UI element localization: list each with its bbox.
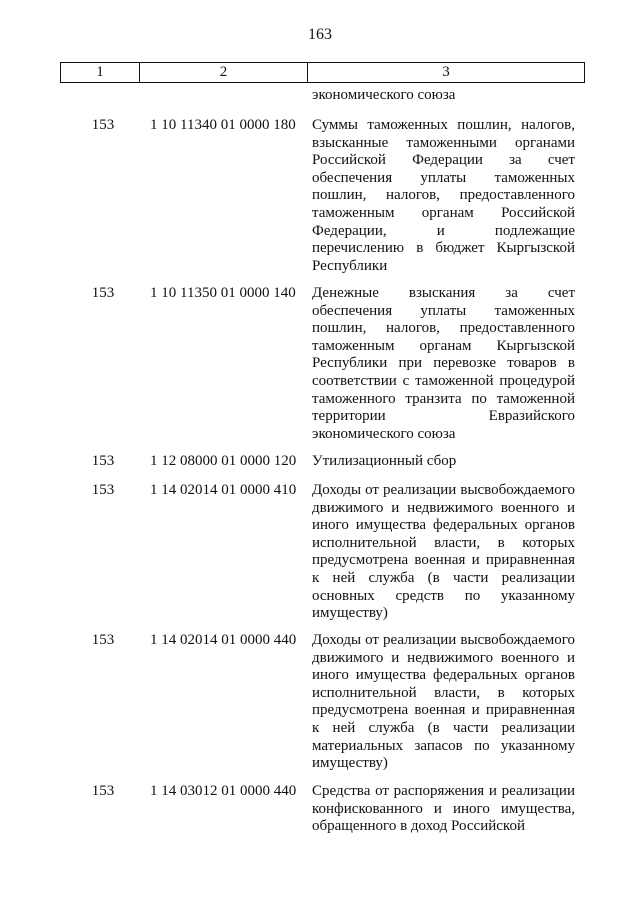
admin-code: 153 bbox=[91, 453, 115, 469]
header-col-3: 3 bbox=[442, 64, 450, 80]
header-col-2: 2 bbox=[140, 63, 308, 82]
header-col-1: 1 bbox=[61, 63, 140, 82]
admin-code: 153 bbox=[91, 117, 115, 133]
admin-code: 153 bbox=[91, 482, 115, 498]
admin-code: 153 bbox=[91, 285, 115, 301]
revenue-code: 1 10 11350 01 0000 140 bbox=[150, 285, 296, 301]
revenue-name: Доходы от реализации высвобождаемого движимого и недвижимого военного и иного имущества федеральных органов исполнительной власти, в которых предусмотрена военная и приравненная к ней служба (в части реализации основных средств по указанному имуществу) bbox=[312, 482, 575, 622]
revenue-code: 1 14 02014 01 0000 410 bbox=[150, 482, 297, 498]
revenue-code: 1 14 02014 01 0000 440 bbox=[150, 632, 297, 648]
revenue-code: 1 12 08000 01 0000 120 bbox=[150, 453, 297, 469]
admin-code: 153 bbox=[91, 783, 115, 799]
revenue-code: 1 10 11340 01 0000 180 bbox=[150, 117, 296, 133]
admin-code: 153 bbox=[91, 632, 115, 648]
revenue-name: Средства от распоряжения и реализации конфискованного и иного имущества, обращенного в доход Российской bbox=[312, 783, 575, 835]
revenue-code: 1 14 03012 01 0000 440 bbox=[150, 783, 297, 799]
revenue-name: Доходы от реализации высвобождаемого движимого и недвижимого военного и иного имущества федеральных органов исполнительной власти, в которых предусмотрена военная и приравненная к ней служба (в части реализации материальных запасов по указанному имуществу) bbox=[312, 632, 575, 772]
page-number: 163 bbox=[308, 26, 332, 43]
revenue-name: Денежные взыскания за счет обеспечения уплаты таможенных пошлин, налогов, предоставленного таможенным органам Кыргызской Республики при перевозке товаров в соответствии с таможенной процедурой таможенного транзита по таможенной территории Евразийского экономического союза bbox=[312, 285, 575, 442]
revenue-name: Суммы таможенных пошлин, налогов, взысканные таможенными органами Российской Федерации за счет обеспечения уплаты таможенных пошлин, налогов, предоставленного таможенным органам Российской Федерации, и подлежащие перечислению в бюджет Кыргызской Республики bbox=[312, 117, 575, 274]
revenue-name: экономического союза bbox=[312, 87, 456, 103]
table-header bbox=[60, 62, 585, 83]
revenue-name: Утилизационный сбор bbox=[312, 453, 457, 469]
